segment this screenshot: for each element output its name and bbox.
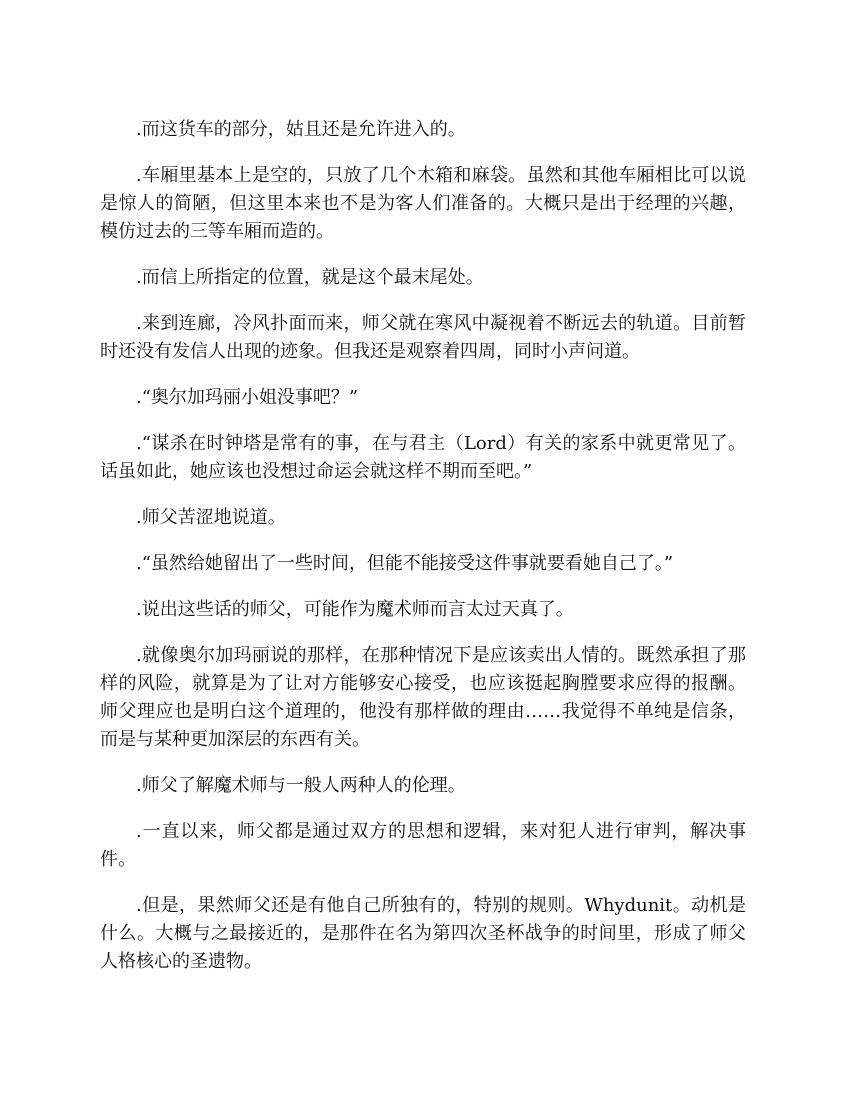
paragraph: .就像奥尔加玛丽说的那样，在那种情况下是应该卖出人情的。既然承担了那样的风险，就算是为了让对方能够安心接受，也应该挺起胸膛要求应得的报酬。师父理应也是明白这个道理的，他没有那样做的理由……我觉得不单纯是信条，而是与某种更加深层的东西有关。 xyxy=(100,645,746,750)
document-page xyxy=(100,116,746,994)
paragraph: .“奥尔加玛丽小姐没事吧？” xyxy=(136,387,359,408)
paragraph: .但是，果然师父还是有他自己所独有的，特别的规则。Whydunit。动机是什么。大概与之最接近的，是那件在名为第四次圣杯战争的时间里，形成了师父人格核心的圣遗物。 xyxy=(100,895,746,972)
paragraph: .一直以来，师父都是通过双方的思想和逻辑，来对犯人进行审判，解决事件。 xyxy=(100,821,746,870)
paragraph: .车厢里基本上是空的，只放了几个木箱和麻袋。虽然和其他车厢相比可以说是惊人的简陋，但这里本来也不是为客人们准备的。大概只是出于经理的兴趣，模仿过去的三等车厢而造的。 xyxy=(100,165,746,242)
paragraph: .来到连廊，冷风扑面而来，师父就在寒风中凝视着不断远去的轨道。目前暂时还没有发信人出现的迹象。但我还是观察着四周，同时小声问道。 xyxy=(100,313,746,362)
paragraph: .“谋杀在时钟塔是常有的事，在与君主（Lord）有关的家系中就更常见了。话虽如此，她应该也没想过命运会就这样不期而至吧。” xyxy=(100,433,746,482)
paragraph: .“虽然给她留出了一些时间，但能不能接受这件事就要看她自己了。” xyxy=(136,553,674,574)
paragraph: .师父苦涩地说道。 xyxy=(136,507,286,528)
paragraph: .而信上所指定的位置，就是这个最末尾处。 xyxy=(136,267,484,288)
paragraph: .说出这些话的师父，可能作为魔术师而言太过天真了。 xyxy=(136,599,574,620)
paragraph: .而这货车的部分，姑且还是允许进入的。 xyxy=(136,119,466,140)
paragraph: .师父了解魔术师与一般人两种人的伦理。 xyxy=(136,775,466,796)
